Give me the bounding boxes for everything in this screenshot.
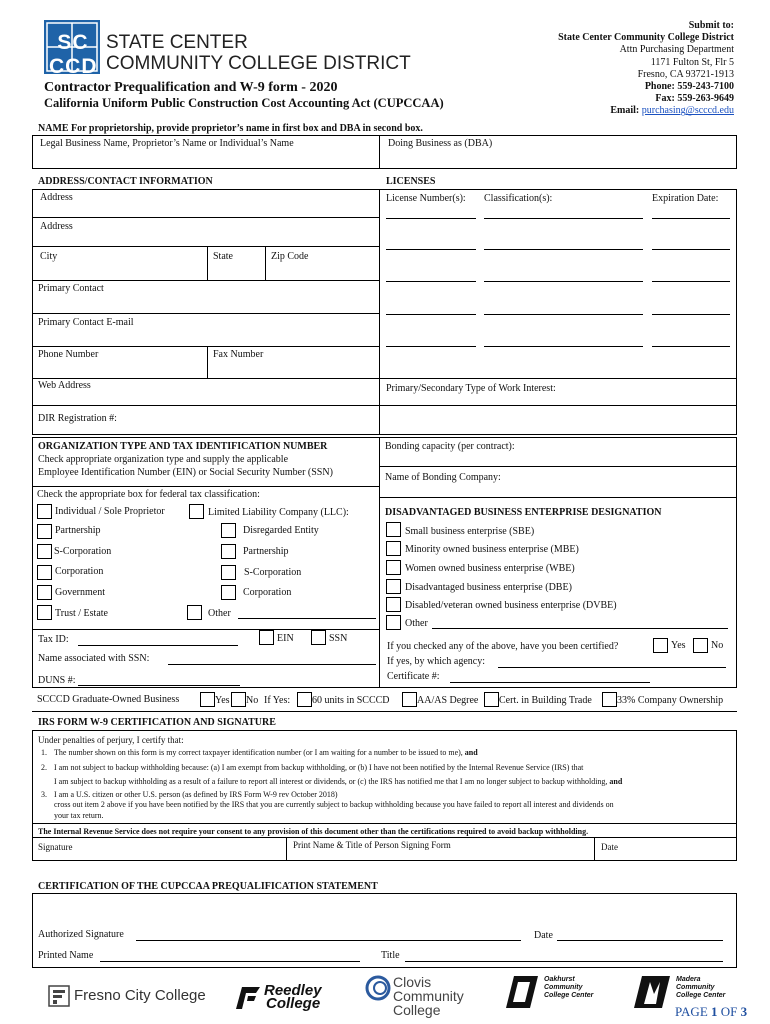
name-section-heading: NAME For proprietorship, provide proprietor’s name in first box and DBA in second box. xyxy=(38,123,423,134)
llc-s-corporation-label: S-Corporation xyxy=(244,567,302,578)
oakhurst-center-word: College Center xyxy=(544,992,594,999)
mbe-checkbox[interactable] xyxy=(386,541,401,556)
license-line[interactable] xyxy=(386,314,476,315)
district-logo xyxy=(44,20,100,78)
classification-line[interactable] xyxy=(484,249,643,250)
aa-degree-checkbox[interactable] xyxy=(402,692,417,707)
page-of: OF xyxy=(720,1004,738,1019)
address1-field[interactable]: Address xyxy=(40,192,73,203)
fresno-city-college-name: Fresno City College xyxy=(74,987,206,1004)
cupccaa-date-line[interactable] xyxy=(557,940,723,941)
cupccaa-title-line[interactable] xyxy=(405,961,723,962)
classification-line[interactable] xyxy=(484,314,643,315)
corporation-checkbox[interactable] xyxy=(37,565,52,580)
expiration-label: Expiration Date: xyxy=(652,193,719,204)
reedley-college-word: College xyxy=(266,995,321,1012)
dir-registration-field[interactable]: DIR Registration #: xyxy=(38,413,117,424)
w9-intro: Under penalties of perjury, I certify that: xyxy=(38,735,184,745)
expiration-line[interactable] xyxy=(652,249,730,250)
graduate-yes-checkbox[interactable] xyxy=(200,692,215,707)
graduate-owned-label: SCCCD Graduate-Owned Business xyxy=(37,694,180,705)
dbe-checkbox[interactable] xyxy=(386,579,401,594)
agency-label: If yes, by which agency: xyxy=(387,656,486,667)
certificate-line[interactable] xyxy=(450,682,650,683)
classification-line[interactable] xyxy=(484,218,643,219)
oakhurst-word: Oakhurst xyxy=(544,976,575,983)
clovis-community-word: Community xyxy=(393,988,464,1004)
address2-field[interactable]: Address xyxy=(40,221,73,232)
certified-question: If you checked any of the above, have you been certified? xyxy=(387,641,619,652)
legal-name-field[interactable]: Legal Business Name, Proprietor’s Name or Individual’s Name xyxy=(40,138,294,149)
classification-line[interactable] xyxy=(484,346,643,347)
district-name-line2: COMMUNITY COLLEGE DISTRICT xyxy=(106,53,411,74)
w9-strike-instruction: cross out item 2 above if you have been notified by the IRS that you are currently subject to backup withholding because you have failed to report all interest and dividends on xyxy=(54,800,614,809)
llc-disregarded-label: Disregarded Entity xyxy=(243,525,319,536)
oakhurst-community-word: Community xyxy=(544,984,583,991)
w9-item1-number: 1. xyxy=(41,748,47,757)
w9-item3-number: 3. xyxy=(41,790,47,799)
corporation-label: Corporation xyxy=(55,566,104,577)
form-title: Contractor Prequalification and W-9 form - 2020 xyxy=(44,80,338,95)
dbe-other-checkbox[interactable] xyxy=(386,615,401,630)
llc-partnership-checkbox[interactable] xyxy=(221,544,236,559)
expiration-line[interactable] xyxy=(652,314,730,315)
license-line[interactable] xyxy=(386,281,476,282)
reedley-emblem-icon xyxy=(234,985,262,1011)
graduate-if-yes-label: If Yes: xyxy=(264,695,291,706)
s-corporation-label: S-Corporation xyxy=(54,546,112,557)
primary-contact-email-field[interactable]: Primary Contact E-mail xyxy=(38,317,134,328)
government-checkbox[interactable] xyxy=(37,585,52,600)
license-line[interactable] xyxy=(386,346,476,347)
clovis-emblem-icon xyxy=(365,975,391,1001)
submit-to-heading: Submit to: xyxy=(688,20,734,31)
district-name-line1: STATE CENTER xyxy=(106,32,248,53)
sbe-checkbox[interactable] xyxy=(386,522,401,537)
graduate-no-label: No xyxy=(246,695,259,706)
graduate-yes-label: Yes xyxy=(215,695,230,706)
w9-item2: I am not subject to backup withholding because: (a) I am exempt from backup withholding, or (b) I have not been notified by the Internal Revenue Service (IRS) that xyxy=(54,763,584,772)
cupccaa-heading: CERTIFICATION OF THE CUPCCAA PREQUALIFICATION STATEMENT xyxy=(38,881,378,892)
clovis-college-word: College xyxy=(393,1002,441,1018)
tax-id-label: Tax ID: xyxy=(38,634,69,645)
classification-line[interactable] xyxy=(484,281,643,282)
w9-strike-instruction-cont: your tax return. xyxy=(54,811,104,820)
wbe-checkbox[interactable] xyxy=(386,560,401,575)
submit-to-block xyxy=(558,20,734,118)
w9-consent-notice: The Internal Revenue Service does not require your consent to any provision of this document other than the certifications required to avoid backup withholding. xyxy=(38,827,589,836)
bonding-company-field[interactable]: Name of Bonding Company: xyxy=(385,472,501,483)
trust-estate-label: Trust / Estate xyxy=(55,608,108,619)
zip-field[interactable]: Zip Code xyxy=(271,251,309,262)
sixty-units-checkbox[interactable] xyxy=(297,692,312,707)
madera-word: Madera xyxy=(676,976,701,983)
submit-to-phone: Phone: 559-243-7100 xyxy=(644,81,734,93)
ownership-checkbox[interactable] xyxy=(602,692,617,707)
submit-to-attn: Attn Purchasing Department xyxy=(619,44,734,56)
federal-classification-instruction: Check the appropriate box for federal tax classification: xyxy=(37,489,260,500)
w9-print-name-field[interactable]: Print Name & Title of Person Signing Form xyxy=(293,840,451,850)
dvbe-label: Disabled/veteran owned business enterprise (DVBE) xyxy=(405,600,617,611)
duns-line[interactable] xyxy=(78,685,240,686)
classification-label: Classification(s): xyxy=(484,193,553,204)
submit-to-city: Fresno, CA 93721-1913 xyxy=(637,68,734,80)
address-heading: ADDRESS/CONTACT INFORMATION xyxy=(38,176,213,187)
phone-field[interactable]: Phone Number xyxy=(38,349,99,360)
wbe-label: Women owned business enterprise (WBE) xyxy=(405,563,575,574)
sixty-units-label: 60 units in SCCCD xyxy=(312,695,390,706)
w9-date-field[interactable]: Date xyxy=(601,842,618,852)
expiration-line[interactable] xyxy=(652,346,730,347)
submit-to-street: 1171 Fulton St, Flr 5 xyxy=(650,56,734,68)
oakhurst-emblem-icon xyxy=(500,974,540,1010)
individual-label: Individual / Sole Proprietor xyxy=(55,506,165,517)
llc-disregarded-checkbox[interactable] xyxy=(221,523,236,538)
expiration-line[interactable] xyxy=(652,218,730,219)
printed-name-label: Printed Name xyxy=(38,950,94,961)
individual-checkbox[interactable] xyxy=(37,504,52,519)
form-subtitle: California Uniform Public Construction Cost Accounting Act (CUPCCAA) xyxy=(44,96,444,110)
madera-community-word: Community xyxy=(676,984,715,991)
organization-instruction-2: Employee Identification Number (EIN) or Social Security Number (SSN) xyxy=(38,467,333,478)
page-label: PAGE xyxy=(675,1004,708,1019)
aa-degree-label: AA/AS Degree xyxy=(417,695,479,706)
ein-checkbox[interactable] xyxy=(259,630,274,645)
web-address-field[interactable]: Web Address xyxy=(38,380,91,391)
tax-id-line[interactable] xyxy=(78,645,238,646)
partnership-label: Partnership xyxy=(55,525,101,536)
dbe-label: Disadvantaged business enterprise (DBE) xyxy=(405,582,572,593)
cupccaa-title-label: Title xyxy=(381,950,400,961)
expiration-line[interactable] xyxy=(652,281,730,282)
reedley-word: Reedley xyxy=(264,982,322,999)
llc-label: Limited Liability Company (LLC): xyxy=(208,507,349,518)
madera-center-word: College Center xyxy=(676,992,726,999)
organization-instruction-1: Check appropriate organization type and supply the applicable xyxy=(38,454,289,465)
certified-no-label: No xyxy=(711,640,724,651)
authorized-signature-line[interactable] xyxy=(136,940,521,941)
certificate-label: Certificate #: xyxy=(387,671,440,682)
madera-emblem-icon xyxy=(632,974,672,1010)
authorized-signature-label: Authorized Signature xyxy=(38,929,124,940)
organization-heading: ORGANIZATION TYPE AND TAX IDENTIFICATION NUMBER xyxy=(38,441,328,452)
city-field[interactable]: City xyxy=(40,251,58,262)
government-label: Government xyxy=(55,587,105,598)
cert-building-label: Cert. in Building Trade xyxy=(499,695,592,706)
oakhurst-center-logo xyxy=(500,974,600,1014)
submit-to-fax: Fax: 559-263-9649 xyxy=(655,93,734,105)
dbe-other-label: Other xyxy=(405,618,428,629)
dbe-other-line[interactable] xyxy=(432,628,728,629)
license-line[interactable] xyxy=(386,249,476,250)
s-corporation-checkbox[interactable] xyxy=(37,544,52,559)
fresno-emblem-icon xyxy=(48,985,70,1007)
llc-s-corporation-checkbox[interactable] xyxy=(221,565,236,580)
other-org-label: Other xyxy=(208,608,231,619)
logo-text: SC CCD xyxy=(49,31,98,78)
other-org-line[interactable] xyxy=(238,618,376,619)
w9-item3: I am a U.S. citizen or other U.S. person (as defined by IRS Form W-9 rev October 2018) xyxy=(54,790,338,799)
licenses-heading: LICENSES xyxy=(386,176,436,187)
clovis-word: Clovis xyxy=(393,974,432,990)
license-number-label: License Number(s): xyxy=(386,193,466,204)
w9-item1: The number shown on this form is my correct taxpayer identification number (or I am waiting for a number to be issued to me), and xyxy=(54,748,478,757)
submit-to-email-label: Email: xyxy=(610,105,640,117)
ssn-label: SSN xyxy=(329,633,348,644)
w9-signature-field[interactable]: Signature xyxy=(38,842,73,852)
other-org-checkbox[interactable] xyxy=(187,605,202,620)
ssn-checkbox[interactable] xyxy=(311,630,326,645)
dvbe-checkbox[interactable] xyxy=(386,597,401,612)
certified-yes-checkbox[interactable] xyxy=(653,638,668,653)
submit-to-org: State Center Community College District xyxy=(558,32,734,44)
certified-yes-label: Yes xyxy=(671,640,686,651)
name-ssn-label: Name associated with SSN: xyxy=(38,653,150,664)
llc-checkbox[interactable] xyxy=(189,504,204,519)
reedley-college-logo xyxy=(234,983,334,1011)
submit-to-email-link[interactable]: purchasing@scccd.edu xyxy=(641,105,734,117)
printed-name-line[interactable] xyxy=(100,961,360,962)
w9-item2-continued: I am subject to backup withholding as a result of a failure to report all interest or dividends, or (c) the IRS has notified me that I am no longer subject to backup withholding, and xyxy=(54,777,623,786)
llc-corporation-checkbox[interactable] xyxy=(221,585,236,600)
ein-label: EIN xyxy=(277,633,294,644)
dbe-heading: DISADVANTAGED BUSINESS ENTERPRISE DESIGNATION xyxy=(385,507,662,518)
page-number: 1 xyxy=(711,1004,718,1019)
bonding-capacity-field[interactable]: Bonding capacity (per contract): xyxy=(385,441,515,452)
mbe-label: Minority owned business enterprise (MBE) xyxy=(405,544,579,555)
w9-heading: IRS FORM W-9 CERTIFICATION AND SIGNATURE xyxy=(38,717,276,728)
primary-contact-field[interactable]: Primary Contact xyxy=(38,283,104,294)
address-box xyxy=(32,189,737,435)
page-indicator xyxy=(675,1004,747,1019)
work-interest-field[interactable]: Primary/Secondary Type of Work Interest: xyxy=(386,383,556,394)
llc-corporation-label: Corporation xyxy=(243,587,292,598)
sbe-label: Small business enterprise (SBE) xyxy=(405,526,535,537)
llc-partnership-label: Partnership xyxy=(243,546,289,557)
state-field[interactable]: State xyxy=(213,251,233,262)
certified-no-checkbox[interactable] xyxy=(693,638,708,653)
ownership-label: 33% Company Ownership xyxy=(617,695,724,706)
cupccaa-date-label: Date xyxy=(534,930,553,941)
dba-field[interactable]: Doing Business as (DBA) xyxy=(388,138,493,149)
license-line[interactable] xyxy=(386,218,476,219)
clovis-community-college-logo xyxy=(365,975,465,1019)
agency-line[interactable] xyxy=(498,667,726,668)
duns-label: DUNS #: xyxy=(38,675,76,686)
graduate-no-checkbox[interactable] xyxy=(231,692,246,707)
fax-field[interactable]: Fax Number xyxy=(213,349,264,360)
cert-building-checkbox[interactable] xyxy=(484,692,499,707)
w9-item2-number: 2. xyxy=(41,763,47,772)
partnership-checkbox[interactable] xyxy=(37,524,52,539)
name-ssn-line[interactable] xyxy=(168,664,376,665)
trust-estate-checkbox[interactable] xyxy=(37,605,52,620)
page-total: 3 xyxy=(740,1004,748,1019)
